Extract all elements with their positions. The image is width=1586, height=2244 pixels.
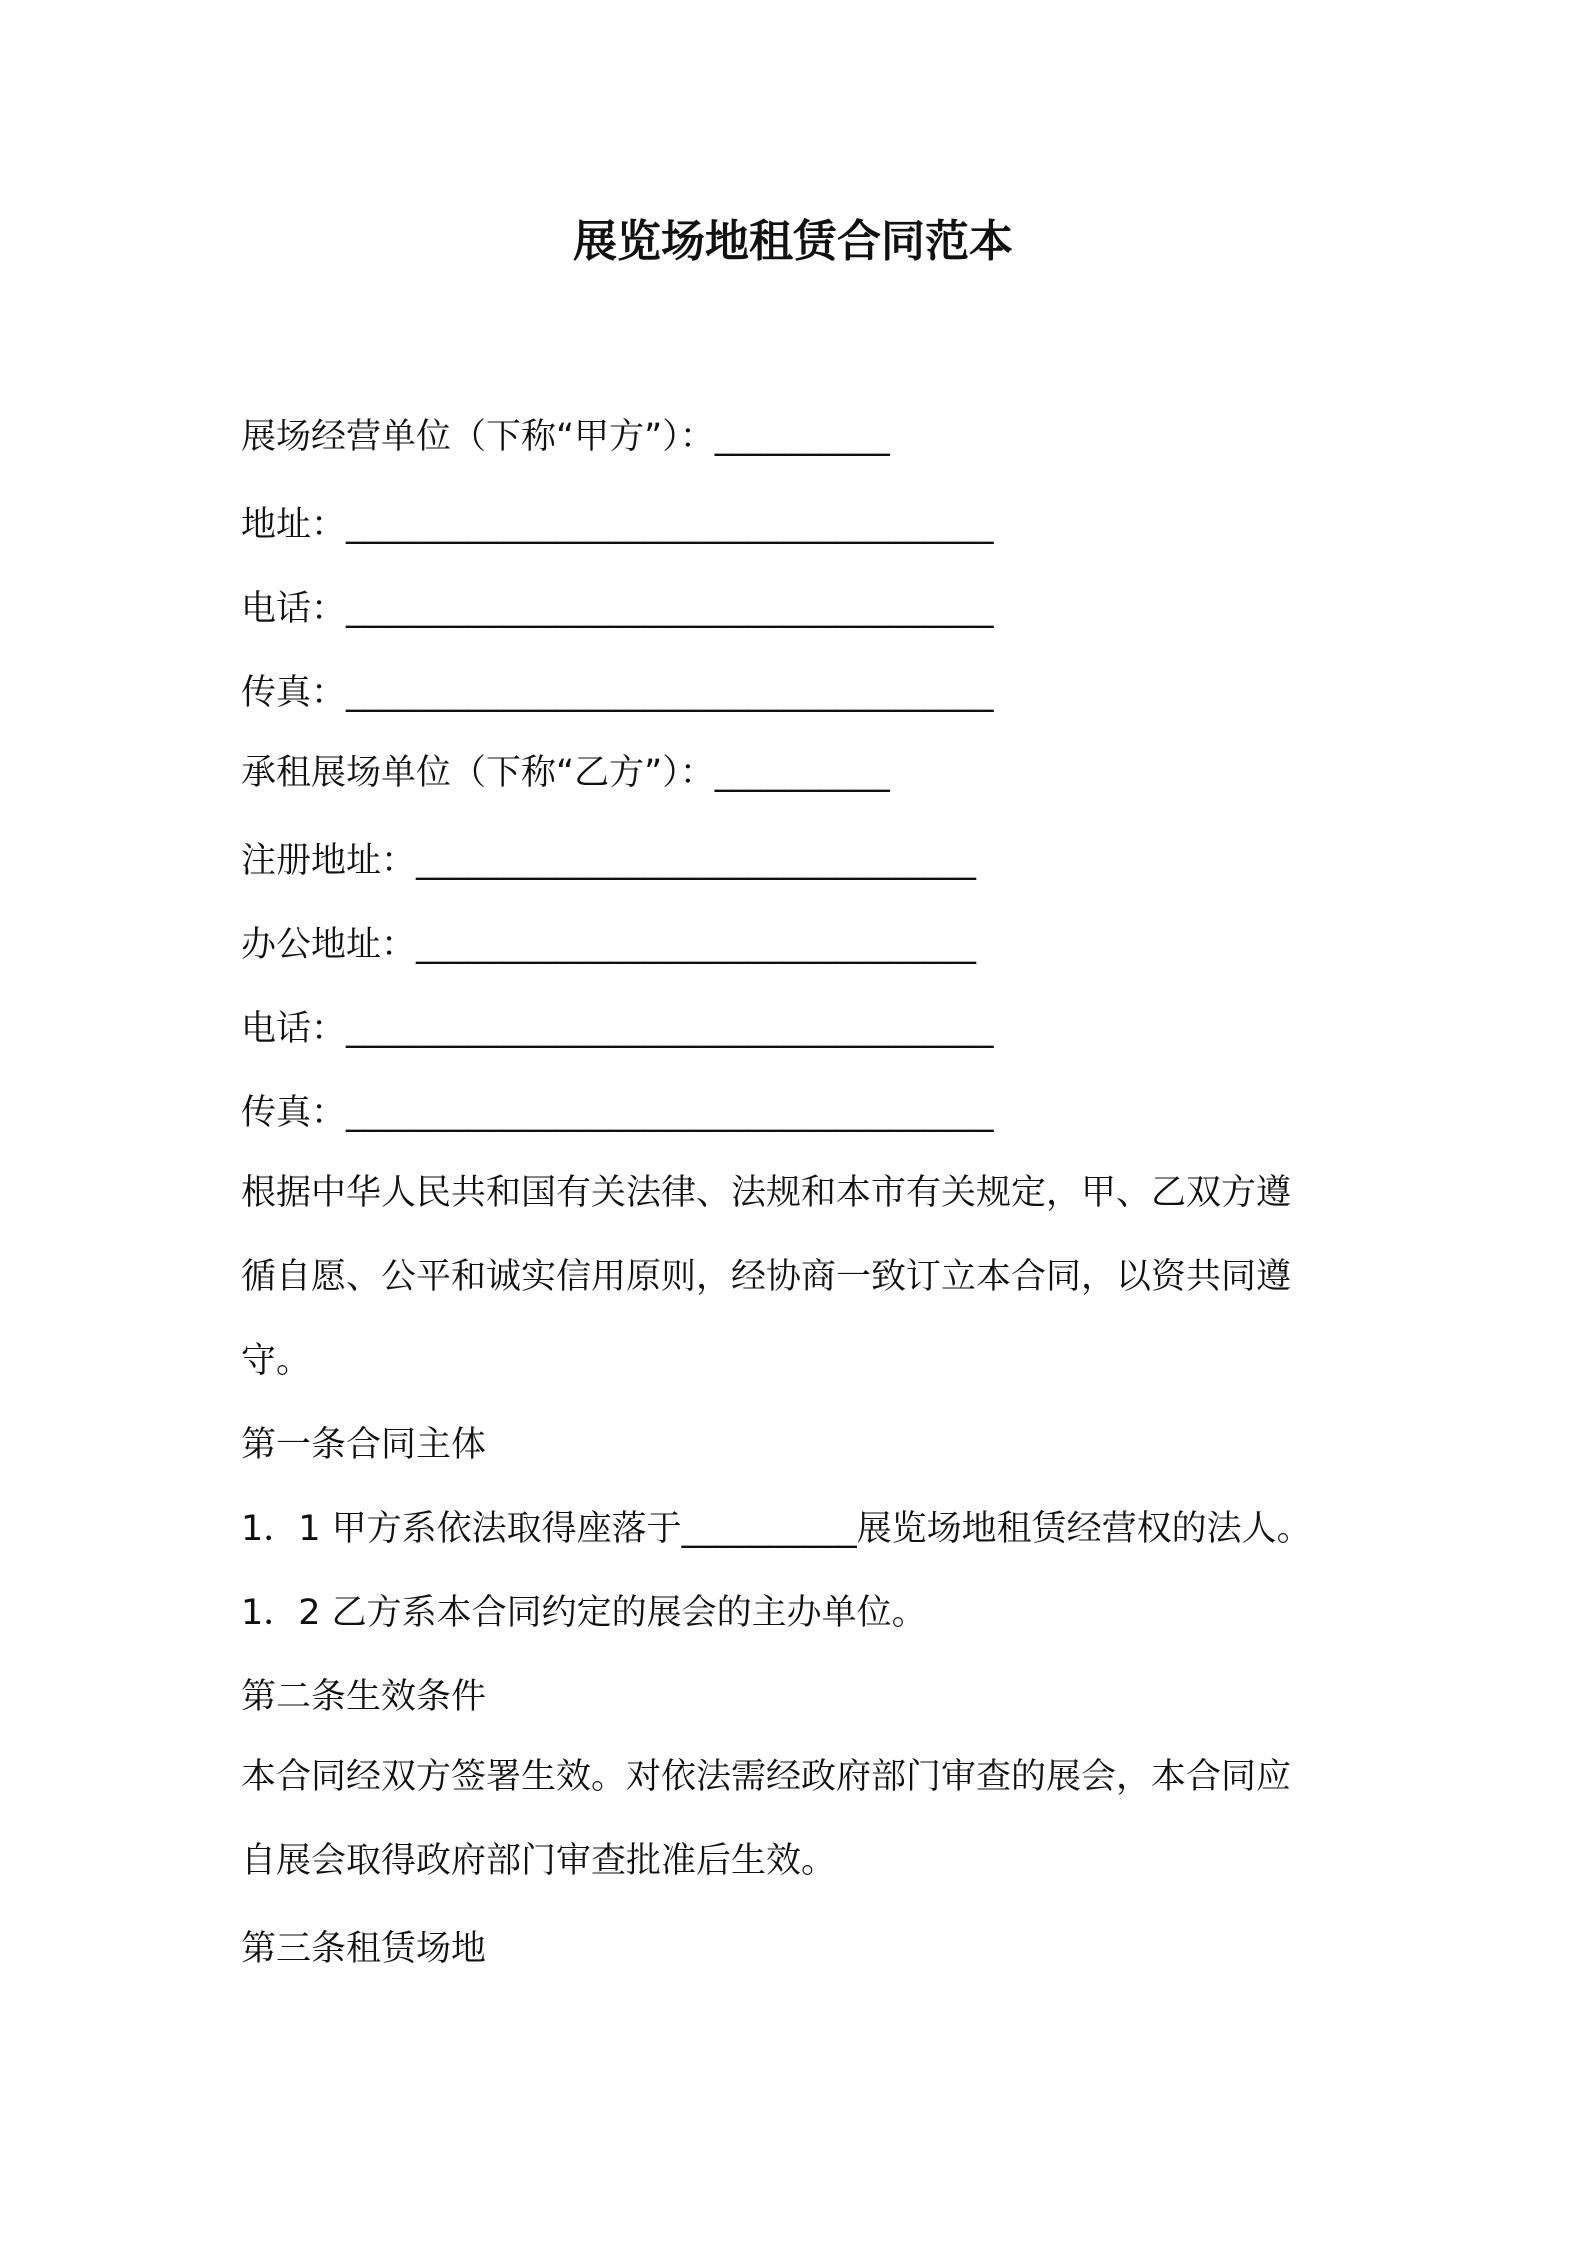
- preamble-line-1: 根据中华人民共和国有关法律、法规和本市有关规定，甲、乙双方遵: [241, 1173, 1292, 1213]
- clause-1-2: 1．2 乙方系本合同约定的展会的主办单位。: [241, 1593, 927, 1633]
- article-2-heading: 第二条生效条件: [241, 1677, 487, 1717]
- party-a-phone-line: 电话：_____________________________________: [241, 589, 994, 629]
- party-b-unit-line: 承租展场单位（下称“乙方”）：__________: [241, 753, 890, 793]
- article-3-heading: 第三条租赁场地: [241, 1929, 487, 1969]
- party-b-registered-address-line: 注册地址：________________________________: [241, 841, 977, 881]
- party-a-address-line: 地址：_____________________________________: [241, 505, 994, 545]
- party-b-phone-line: 电话：_____________________________________: [241, 1009, 994, 1049]
- article-2-text-line-2: 自展会取得政府部门审查批准后生效。: [241, 1841, 837, 1881]
- party-a-fax-line: 传真：_____________________________________: [241, 673, 994, 713]
- preamble-line-3: 守。: [241, 1341, 312, 1381]
- party-a-unit-line: 展场经营单位（下称“甲方”）：__________: [241, 417, 890, 457]
- clause-1-1: 1．1 甲方系依法取得座落于__________展览场地租赁经营权的法人。: [241, 1509, 1312, 1549]
- party-b-office-address-line: 办公地址：________________________________: [241, 925, 977, 965]
- article-2-text-line-1: 本合同经双方签署生效。对依法需经政府部门审查的展会，本合同应: [241, 1757, 1292, 1797]
- article-1-heading: 第一条合同主体: [241, 1425, 487, 1465]
- preamble-line-2: 循自愿、公平和诚实信用原则，经协商一致订立本合同，以资共同遵: [241, 1257, 1292, 1297]
- document-title: 展览场地租赁合同范本: [573, 216, 1013, 267]
- party-b-fax-line: 传真：_____________________________________: [241, 1093, 994, 1133]
